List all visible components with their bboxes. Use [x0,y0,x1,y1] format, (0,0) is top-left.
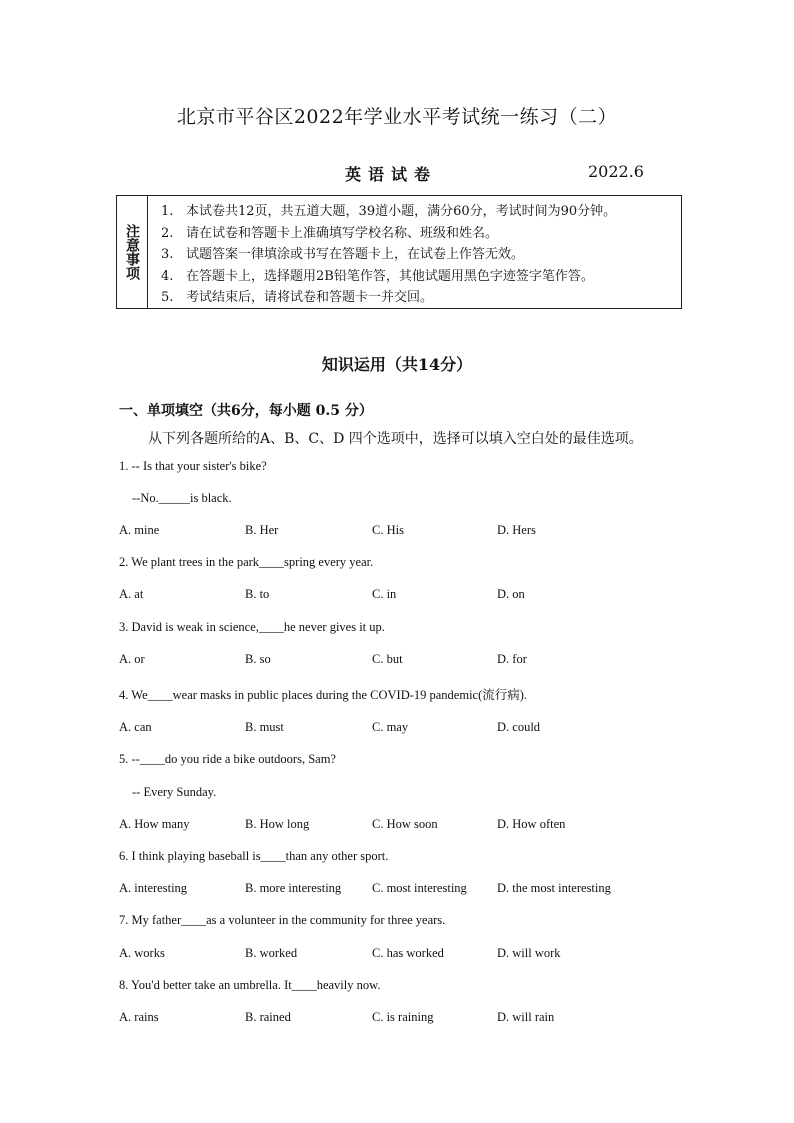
option-c: C. is raining [372,1010,434,1024]
option-c: C. has worked [372,946,444,960]
notice-heading: 注意事项 [124,224,140,280]
option-c: C. in [372,587,397,601]
notice-item-text: 考试结束后，请将试卷和答题卡一并交回。 [186,290,434,306]
option-a: A. works [119,946,165,960]
option-d: D. will work [497,946,561,960]
notice-item [161,287,681,309]
option-a: A. rains [119,1010,159,1024]
notice-item-text: 本试卷共12页，共五道大题，39道小题，满分60分，考试时间为90分钟。 [186,204,617,219]
option-b: B. How long [245,817,310,831]
notice-item-number: 3. [161,247,174,263]
section-title: 知识运用（共14分） [321,355,473,374]
option-a: A. How many [119,817,190,831]
notice-item-number: 2. [161,225,174,241]
exam-title: 北京市平谷区2022年学业水平考试统一练习（二） [176,106,618,128]
option-a: A. mine [119,523,160,537]
option-c: C. How soon [372,817,438,831]
option-d: D. Hers [497,523,536,537]
notice-item [161,201,681,223]
notice-item-number: 4. [161,268,174,284]
option-c: C. most interesting [372,881,467,895]
option-c: C. but [372,652,403,666]
option-a: A. or [119,652,145,666]
option-a: A. can [119,720,152,734]
option-b: B. must [245,720,284,734]
question-stem: 8. You'd better take an umbrella. It____heavily now. [119,978,381,992]
notice-item [161,266,681,288]
option-d: D. will rain [497,1010,555,1024]
option-c: C. may [372,720,409,734]
option-d: D. How often [497,817,566,831]
option-d: D. could [497,720,541,734]
question-stem: 5. --____do you ride a bike outdoors, Sam? [119,752,336,766]
notice-item [161,223,681,245]
option-a: A. at [119,587,144,601]
option-d: D. for [497,652,527,666]
question-stem: 2. We plant trees in the park____spring every year. [119,555,374,569]
instructions: 从下列各题所给的A、B、C、D 四个选项中，选择可以填入空白处的最佳选项。 [148,431,643,447]
notice-item-text: 在答题卡上，选择题用2B铅笔作答，其他试题用黑色字迹签字笔作答。 [186,268,594,284]
notice-item [161,244,681,266]
option-b: B. rained [245,1010,291,1024]
option-b: B. so [245,652,271,666]
notice-item-number: 5. [161,290,174,306]
question-stem: 7. My father____as a volunteer in the community for three years. [119,913,446,927]
exam-date: 2022.6 [588,162,644,181]
option-a: A. interesting [119,881,188,895]
question-stem: 4. We____wear masks in public places during the COVID-19 pandemic(流行病). [119,688,528,702]
notice-box [116,195,682,309]
notice-heading-cell [117,196,148,308]
question-stem: 1. -- Is that your sister's bike? [119,459,267,473]
option-b: B. more interesting [245,881,342,895]
notice-item-text: 请在试卷和答题卡上准确填写学校名称、班级和姓名。 [186,225,499,241]
part-heading: 一、单项填空（共6分，每小题 0.5 分） [119,403,373,419]
notice-list [161,201,681,309]
option-c: C. His [372,523,404,537]
notice-item-number: 1. [161,204,174,219]
subject-title: 英语试卷 [345,165,438,184]
question-stem: 6. I think playing baseball is____than any other sport. [119,849,389,863]
question-response: -- Every Sunday. [132,785,217,799]
option-b: B. worked [245,946,298,960]
option-b: B. to [245,587,270,601]
option-d: D. on [497,587,525,601]
notice-item-text: 试题答案一律填涂或书写在答题卡上，在试卷上作答无效。 [186,247,525,263]
option-d: D. the most interesting [497,881,611,895]
question-response: --No._____is black. [132,491,232,505]
question-stem: 3. David is weak in science,____he never gives it up. [119,620,385,634]
option-b: B. Her [245,523,279,537]
